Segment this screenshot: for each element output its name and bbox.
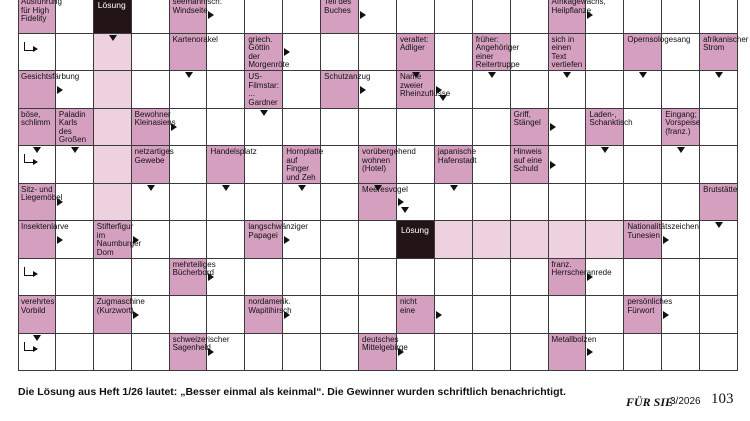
answer-cell[interactable] (397, 0, 435, 34)
arrow-down-icon (639, 72, 647, 78)
answer-cell[interactable] (700, 146, 738, 184)
arrow-right-icon (284, 311, 290, 319)
answer-cell[interactable] (511, 184, 549, 222)
answer-cell[interactable] (132, 259, 170, 297)
arrow-right-icon (284, 236, 290, 244)
clue-cell: netzartiges Gewebe (132, 146, 170, 184)
answer-cell[interactable] (435, 334, 473, 372)
clue-cell: griech. Göttin der Morgenröte (245, 34, 283, 72)
clue-cell: Metallbolzen (549, 334, 587, 372)
clue-cell: langschwänziger Papagei (245, 221, 283, 259)
clue-cell: Schutzanzug (321, 71, 359, 109)
answer-cell[interactable] (586, 34, 624, 72)
answer-cell[interactable] (56, 259, 94, 297)
answer-cell[interactable] (662, 0, 700, 34)
answer-cell[interactable] (207, 34, 245, 72)
arrow-tip-icon (33, 159, 38, 165)
answer-cell[interactable] (549, 296, 587, 334)
arrow-tip-icon (33, 46, 38, 52)
clue-cell: afrikanischer Strom (700, 34, 738, 72)
solution-answer-cell[interactable] (549, 221, 587, 259)
clue-cell: japanische Hafenstadt (435, 146, 473, 184)
answer-cell[interactable] (662, 184, 700, 222)
answer-cell[interactable] (624, 334, 662, 372)
clue-cell: Afrikagewächs, Heilpflanze (549, 0, 587, 34)
answer-cell[interactable] (132, 334, 170, 372)
arrow-down-icon (260, 110, 268, 116)
clue-cell: vorübergehend wohnen (Hotel) (359, 146, 397, 184)
arrow-right-icon (133, 311, 139, 319)
arrow-right-icon (360, 11, 366, 19)
arrow-right-icon (208, 273, 214, 281)
answer-cell[interactable] (321, 146, 359, 184)
arrow-down-icon (439, 95, 447, 101)
arrow-right-icon (171, 123, 177, 131)
answer-cell[interactable] (586, 296, 624, 334)
answer-cell[interactable] (207, 71, 245, 109)
clue-cell: Opernsologesang (624, 34, 662, 72)
answer-cell[interactable] (170, 184, 208, 222)
answer-cell[interactable] (170, 296, 208, 334)
answer-cell[interactable] (473, 146, 511, 184)
arrow-down-icon (715, 72, 723, 78)
solution-box: Lösung (397, 221, 435, 259)
answer-cell[interactable] (321, 334, 359, 372)
answer-cell[interactable] (132, 0, 170, 34)
magazine-logo: FÜR SIE (626, 395, 674, 409)
page-number: 103 (711, 391, 734, 407)
clue-cell: Hinweis auf eine Schuld (511, 146, 549, 184)
clue-cell: Gesichtsfärbung (18, 71, 56, 109)
answer-cell[interactable] (321, 109, 359, 147)
clue-cell: Zugmaschine (Kurzwort) (94, 296, 132, 334)
arrow-down-icon (185, 72, 193, 78)
answer-cell[interactable] (662, 71, 700, 109)
arrow-right-icon (663, 236, 669, 244)
arrow-right-icon (57, 236, 63, 244)
answer-cell[interactable] (473, 296, 511, 334)
answer-cell[interactable] (473, 334, 511, 372)
answer-cell[interactable] (321, 221, 359, 259)
answer-cell[interactable] (624, 259, 662, 297)
arrow-down-icon (374, 185, 382, 191)
answer-cell[interactable] (586, 71, 624, 109)
clue-cell: böse, schlimm (18, 109, 56, 147)
answer-cell[interactable] (511, 34, 549, 72)
answer-cell[interactable] (700, 334, 738, 372)
clue-cell: veraltet: Adliger (397, 34, 435, 72)
answer-cell[interactable] (56, 296, 94, 334)
answer-cell[interactable] (473, 109, 511, 147)
answer-cell[interactable] (549, 184, 587, 222)
solution-answer-cell[interactable] (473, 221, 511, 259)
clue-cell: Griff, Stängel (511, 109, 549, 147)
solution-answer-cell[interactable] (94, 71, 132, 109)
clue-cell: Ausführung für High Fidelity (18, 0, 56, 34)
arrow-tip-icon (33, 346, 38, 352)
previous-solution-note: Die Lösung aus Heft 1/26 lautet: „Besser einmal als keinmal“. Die Gewinner wurden schriftlich benachrichtigt. (18, 386, 566, 398)
answer-cell[interactable] (624, 146, 662, 184)
answer-cell[interactable] (624, 109, 662, 147)
arrow-right-icon (550, 123, 556, 131)
answer-cell[interactable] (700, 109, 738, 147)
answer-cell[interactable] (321, 259, 359, 297)
answer-cell[interactable] (473, 184, 511, 222)
answer-cell[interactable] (511, 334, 549, 372)
answer-cell[interactable] (321, 184, 359, 222)
arrow-right-icon (436, 311, 442, 319)
arrow-down-icon (677, 147, 685, 153)
solution-answer-cell[interactable] (94, 146, 132, 184)
answer-cell[interactable] (170, 221, 208, 259)
answer-cell[interactable] (245, 146, 283, 184)
clue-cell: Brutstätte (700, 184, 738, 222)
answer-cell[interactable] (94, 334, 132, 372)
answer-cell[interactable] (662, 34, 700, 72)
clue-cell: Name zweier Rheinzuflüsse (397, 71, 435, 109)
answer-cell[interactable] (359, 296, 397, 334)
arrow-down-icon (109, 35, 117, 41)
clue-cell: Insektenlarve (18, 221, 56, 259)
answer-cell[interactable] (283, 334, 321, 372)
answer-cell[interactable] (56, 0, 94, 34)
answer-cell[interactable] (397, 109, 435, 147)
solution-answer-cell[interactable] (94, 184, 132, 222)
answer-cell[interactable] (624, 0, 662, 34)
clue-cell: US-Filmstar: ... Gardner (245, 71, 283, 109)
answer-cell[interactable] (321, 34, 359, 72)
answer-cell[interactable] (624, 184, 662, 222)
answer-cell[interactable] (700, 259, 738, 297)
arrow-right-icon (398, 198, 404, 206)
solution-answer-cell[interactable] (511, 221, 549, 259)
answer-cell[interactable] (18, 34, 56, 72)
answer-cell[interactable] (56, 334, 94, 372)
clue-cell: nicht eine (397, 296, 435, 334)
clue-cell: Eingang; Vorspeise (franz.) (662, 109, 700, 147)
arrow-down-icon (412, 72, 420, 78)
arrow-down-icon (147, 185, 155, 191)
answer-cell[interactable] (283, 109, 321, 147)
arrow-right-icon (57, 86, 63, 94)
answer-cell[interactable] (662, 259, 700, 297)
clue-cell: Handelsplatz (207, 146, 245, 184)
arrow-right-icon (587, 273, 593, 281)
arrow-right-icon (436, 86, 442, 94)
arrow-down-icon (715, 222, 723, 228)
clue-cell: Sitz- und Liegemöbel (18, 184, 56, 222)
answer-cell[interactable] (435, 34, 473, 72)
answer-cell[interactable] (245, 0, 283, 34)
answer-cell[interactable] (662, 334, 700, 372)
answer-cell[interactable] (283, 259, 321, 297)
answer-cell[interactable] (321, 296, 359, 334)
arrow-right-icon (587, 348, 593, 356)
clue-cell: Meeresvogel (359, 184, 397, 222)
answer-cell[interactable] (245, 334, 283, 372)
clue-cell: Laden-, Schanktisch (586, 109, 624, 147)
clue-cell: Stifterfigur im Naumburger Dom (94, 221, 132, 259)
clue-cell: sich in einen Text vertiefen (549, 34, 587, 72)
answer-cell[interactable] (511, 0, 549, 34)
arrow-right-icon (398, 348, 404, 356)
arrow-down-icon (71, 147, 79, 153)
answer-cell[interactable] (94, 259, 132, 297)
answer-cell[interactable] (397, 146, 435, 184)
answer-cell[interactable] (56, 34, 94, 72)
clue-cell: franz. Herrscheranrede (549, 259, 587, 297)
answer-cell[interactable] (586, 184, 624, 222)
answer-cell[interactable] (132, 34, 170, 72)
issue-number: 3/2026 (670, 396, 701, 407)
solution-answer-cell[interactable] (94, 109, 132, 147)
clue-cell: Kartenorakel (170, 34, 208, 72)
answer-cell[interactable] (207, 109, 245, 147)
clue-cell: Hornplatte auf Finger und Zeh (283, 146, 321, 184)
answer-cell[interactable] (700, 296, 738, 334)
arrow-right-icon (550, 161, 556, 169)
arrow-right-icon (57, 198, 63, 206)
arrow-down-icon (601, 147, 609, 153)
answer-cell[interactable] (283, 71, 321, 109)
arrow-right-icon (208, 348, 214, 356)
answer-cell[interactable] (435, 109, 473, 147)
clue-cell: Teil des Buches (321, 0, 359, 34)
arrow-down-icon (298, 185, 306, 191)
arrow-down-icon (33, 335, 41, 341)
answer-cell[interactable] (511, 259, 549, 297)
arrow-right-icon (360, 86, 366, 94)
solution-box: Lösung (94, 0, 132, 34)
crossword-grid (18, 0, 749, 371)
clue-cell: mehrteiliges Bücherbord (170, 259, 208, 297)
clue-cell: schweizerischer Sagenheld (170, 334, 208, 372)
answer-cell[interactable] (359, 259, 397, 297)
answer-cell[interactable] (397, 259, 435, 297)
answer-cell[interactable] (359, 221, 397, 259)
clue-cell: deutsches Mittelgebirge (359, 334, 397, 372)
answer-cell[interactable] (207, 296, 245, 334)
answer-cell[interactable] (435, 0, 473, 34)
answer-cell[interactable] (245, 259, 283, 297)
clue-cell: persönliches Fürwort (624, 296, 662, 334)
clue-cell: Nationalitätszeichen Tunesien (624, 221, 662, 259)
arrow-down-icon (563, 72, 571, 78)
answer-cell[interactable] (435, 259, 473, 297)
arrow-down-icon (450, 185, 458, 191)
arrow-right-icon (133, 236, 139, 244)
answer-cell[interactable] (700, 0, 738, 34)
arrow-down-icon (33, 147, 41, 153)
solution-answer-cell[interactable] (586, 221, 624, 259)
clue-cell: nordamerik. Wapitihirsch (245, 296, 283, 334)
clue-cell: früher: Angehöriger einer Reitertruppe (473, 34, 511, 72)
arrow-right-icon (208, 11, 214, 19)
answer-cell[interactable] (132, 71, 170, 109)
clue-cell: verehrtes Vorbild (18, 296, 56, 334)
answer-cell[interactable] (18, 259, 56, 297)
arrow-right-icon (587, 11, 593, 19)
answer-cell[interactable] (359, 34, 397, 72)
arrow-down-icon (488, 72, 496, 78)
answer-cell[interactable] (511, 296, 549, 334)
answer-cell[interactable] (245, 184, 283, 222)
answer-cell[interactable] (283, 0, 321, 34)
arrow-down-icon (401, 207, 409, 213)
solution-answer-cell[interactable] (435, 221, 473, 259)
answer-cell[interactable] (511, 71, 549, 109)
answer-cell[interactable] (170, 146, 208, 184)
answer-cell[interactable] (207, 221, 245, 259)
arrow-down-icon (222, 185, 230, 191)
arrow-right-icon (284, 48, 290, 56)
answer-cell[interactable] (473, 259, 511, 297)
answer-cell[interactable] (473, 0, 511, 34)
arrow-right-icon (663, 311, 669, 319)
arrow-tip-icon (33, 271, 38, 277)
answer-cell[interactable] (359, 109, 397, 147)
clue-cell: seemännisch: Windseite (170, 0, 208, 34)
clue-cell: Bewohner Kleinasiens (132, 109, 170, 147)
clue-cell: Paladin Karls des Großen (56, 109, 94, 147)
